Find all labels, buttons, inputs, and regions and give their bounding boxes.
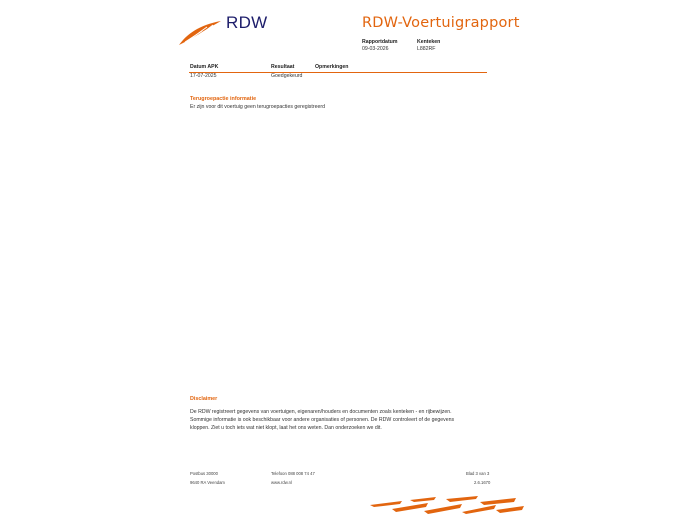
report-date-label: Rapportdatum xyxy=(362,39,398,45)
footer-phone: Telefoon 088 008 74 47 xyxy=(271,471,315,476)
license-plate-value: L882RF xyxy=(417,46,436,52)
footer-address-line-2: 9640 RA Veendam xyxy=(190,480,225,485)
apk-date-cell: 17-07-2025 xyxy=(190,73,217,79)
footer-document-code: 2.6.1670 xyxy=(474,480,491,485)
table-divider xyxy=(189,72,487,73)
disclaimer-title: Disclaimer xyxy=(190,396,218,402)
rdw-logo-icon xyxy=(177,20,223,46)
footer-website-link[interactable]: www.rdw.nl xyxy=(271,480,292,485)
logo-text: RDW xyxy=(226,13,268,32)
document-title: RDW-Voertuigrapport xyxy=(362,15,520,31)
apk-remarks-header: Opmerkingen xyxy=(315,64,349,70)
disclaimer-line: De RDW registreert gegevens van voertuigen, eigenaren/houders en documenten zoals kenteken - en rijbewijzen. xyxy=(190,409,452,415)
disclaimer-line: Sommige informatie is ook beschikbaar voor andere organisaties of personen. De RDW controleert of de gegevens xyxy=(190,417,455,424)
apk-result-header: Resultaat xyxy=(271,64,295,70)
footer-page-number: Blad 3 van 3 xyxy=(466,471,490,476)
rdw-brand-stripes-icon xyxy=(366,495,526,514)
footer-address-line-1: Postbus 30000 xyxy=(190,471,218,476)
apk-result-cell: Goedgekeurd xyxy=(271,73,303,79)
apk-date-header: Datum APK xyxy=(190,64,219,70)
recall-section-title: Terugroepactie informatie xyxy=(190,96,257,102)
report-date-value: 09-03-2026 xyxy=(362,46,389,52)
disclaimer-text xyxy=(190,408,490,432)
license-plate-label: Kenteken xyxy=(417,39,441,45)
disclaimer-line: kloppen. Ziet u toch iets wat niet klopt, laat het ons weten. Dan onderzoeken we dit. xyxy=(190,425,382,432)
recall-text: Er zijn voor dit voertuig geen terugroepacties geregistreerd xyxy=(190,104,325,110)
